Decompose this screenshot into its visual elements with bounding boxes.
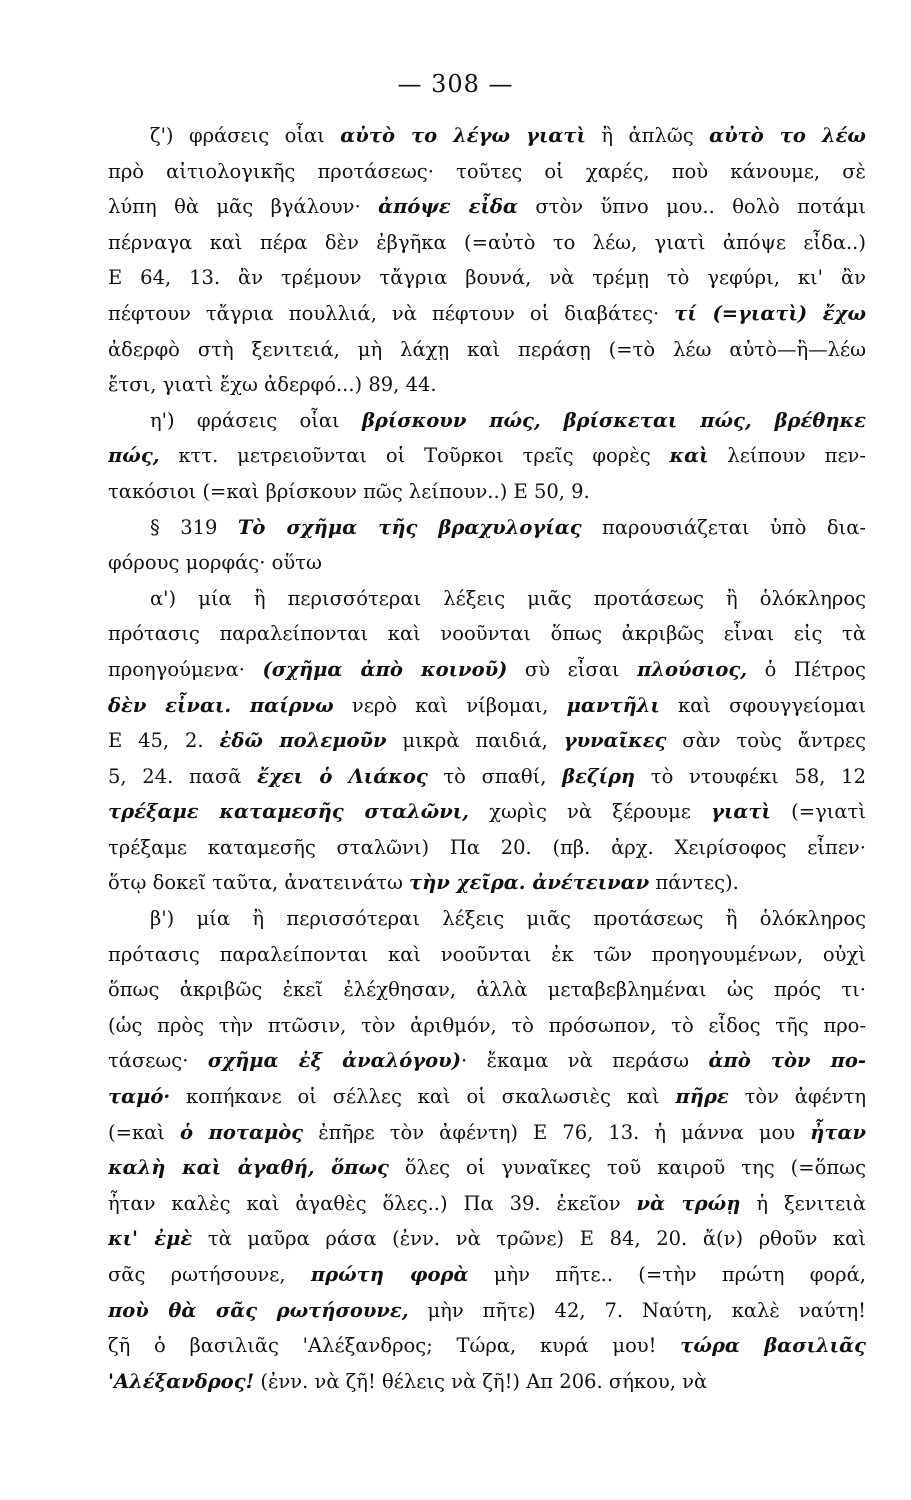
emphasis-text: πλούσιος, [637,657,748,681]
text-line [108,1008,866,1044]
text-run: πέρναγα καὶ πέρα δὲν ἐβγῆκα (=αὐτὸ το λέω, γιατὶ ἀπόψε εἶδα..) [108,230,866,254]
text-run: λύπη θὰ μᾶς βγάλουν· [108,195,379,219]
text-line [108,118,866,154]
text-run: τὸν ἀφέντη [728,1085,866,1109]
text-run: ὅτῳ δοκεῖ ταῦτα, ἀνατεινάτω [108,871,410,895]
text-line [108,901,866,937]
text-run: τὸ ντουφέκι 58, 12 [635,764,866,788]
text-run: Ε 64, 13. ἂν τρέμουν τἄγρια βουνά, νὰ τρέμῃ τὸ γεφύρι, κι' ἂν [108,266,866,290]
page-number: — 308 — [397,70,514,98]
text-run: ἦταν καλὲς καὶ ἀγαθὲς ὅλες..) Πα 39. ἐκεῖον [108,1191,637,1215]
emphasis-text: τρέξαμε καταμεσῆς σταλῶνι, [108,800,469,824]
emphasis-text: γιατὶ [711,800,771,824]
text-line [108,403,866,439]
text-line [108,1364,866,1400]
text-run: τρέξαμε καταμεσῆς σταλῶνι) Πα 20. (πβ. ἀρχ. Χειρίσοφος εἶπεν· [108,835,866,859]
text-line [108,189,866,225]
text-run: β') μία ἢ περισσότεραι λέξεις μιᾶς προτάσεως ἢ ὁλόκληρος [150,907,866,931]
text-run: α') μία ἢ περισσότεραι λέξεις μιᾶς προτάσεως ἢ ὁλόκληρος [150,586,866,610]
emphasis-text: τί (=γιατὶ) ἔχω [674,301,866,325]
text-line [108,1257,866,1293]
emphasis-text: πρώτη φορὰ [310,1263,469,1286]
text-run: παρουσιάζεται ὑπὸ δια- [581,515,866,539]
emphasis-text: βρίσκουν πώς, βρίσκεται πώς, βρέθηκε [361,408,866,432]
text-run: ὁ Πέτρος [747,657,866,681]
text-run: ὅλες οἱ γυναῖκες τοῦ καιροῦ της (=ὅπως [388,1156,866,1180]
emphasis-text: ταμό· [108,1085,171,1109]
text-run: μὴν πῆτε) 42, 7. Ναύτη, καλὲ ναύτη! [408,1298,866,1322]
text-line [108,794,866,830]
text-run: πρὸ αἰτιολογικῆς προτάσεως· τοῦτες οἱ χαρές, ποὺ κάνουμε, σὲ [108,159,866,183]
text-line [108,972,866,1008]
emphasis-text: ὁ ποταμὸς [179,1120,304,1144]
emphasis-text: μαντῆλι [566,693,660,717]
text-line [108,1221,866,1257]
emphasis-text: ἀπόψε εἶδα [378,195,518,219]
text-run: νερὸ καὶ νίβομαι, [333,693,567,717]
text-run: κοπήκανε οἱ σέλλες καὶ οἱ σκαλωσιὲς καὶ [170,1085,676,1109]
text-run: πρότασις παραλείπονται καὶ νοοῦνται ὅπως ἀκριβῶς εἶναι εἰς τὰ [108,622,866,646]
text-run: ἀδερφὸ στὴ ξενιτειά, μὴ λάχῃ καὶ περάσῃ (=τὸ λέω αὐτὸ—ἢ—λέω [108,337,866,361]
text-run: · ἔκαμα νὰ περάσω [460,1049,709,1073]
text-line [108,1150,866,1186]
text-run: λείπουν πεν- [708,444,866,468]
text-line [108,1328,866,1364]
emphasis-text: κι' ἐμὲ [108,1227,193,1251]
text-run: μὴν πῆτε.. (=τὴν πρώτη φορά, [468,1263,866,1286]
text-run: 5, 24. πασᾶ [108,764,258,788]
text-run: χωρὶς νὰ ξέρουμε [468,800,712,824]
text-run: § 319 [150,515,238,539]
emphasis-text: ἔχει ὁ Λιάκος [257,764,428,788]
text-run: (ὡς πρὸς τὴν πτῶσιν, τὸν ἀριθμόν, τὸ πρόσωπον, τὸ εἶδος τῆς προ- [108,1013,866,1037]
emphasis-text: αὐτὸ το λέγω γιατὶ [340,124,586,147]
emphasis-text: αὐτὸ το λέω [709,124,866,147]
text-line [108,260,866,296]
text-run: τακόσιοι (=καὶ βρίσκουν πῶς λείπουν..) Ε 50, 9. [108,479,590,503]
text-run: πρότασις παραλείπονται καὶ νοοῦνται ἐκ τῶν προηγουμένων, οὐχὶ [108,942,866,966]
emphasis-text: ποὺ θὰ σᾶς ρωτήσουνε, [108,1298,409,1322]
text-line [108,581,866,617]
text-run: ἔτσι, γιατὶ ἔχω ἀδερφό...) 89, 44. [108,373,437,397]
text-run: προηγούμενα· [108,657,263,681]
text-line [108,296,866,332]
text-line [108,1043,866,1079]
text-run: σὺ εἶσαι [507,657,638,681]
emphasis-text: καλὴ καὶ ἀγαθή, ὅπως [108,1156,389,1180]
text-run: Ε 45, 2. [108,729,220,753]
emphasis-text: βεζίρη [562,764,636,788]
text-run: (=γιατὶ [770,800,866,824]
text-line [108,652,866,688]
text-run: (ἐνν. νὰ ζῆ! θέλεις νὰ ζῆ!) Απ 206. σήκου, νὰ [254,1369,708,1393]
emphasis-text: δὲν εἶναι. παίρνω [108,693,334,717]
emphasis-text: τὴν χεῖρα. ἀνέτειναν [409,871,650,895]
text-line [108,1293,866,1329]
text-line [108,830,866,866]
text-line [108,865,866,901]
text-line [108,332,866,368]
text-line [108,1186,866,1222]
text-line [108,688,866,724]
text-run: τὰ μαῦρα ράσα (ἐνν. νὰ τρῶνε) Ε 84, 20. ἄ(ν) ρθοῦν καὶ [192,1227,866,1251]
text-line [108,1079,866,1115]
text-line [108,723,866,759]
text-line [108,154,866,190]
text-run: καὶ σφουγγείομαι [659,693,866,717]
emphasis-text: νὰ τρώῃ [636,1191,741,1215]
emphasis-text: σχῆμα ἐξ ἀναλόγου) [207,1049,461,1073]
text-line [108,1115,866,1151]
text-run: στὸν ὕπνο μου.. θολὸ ποτάμι [517,195,866,219]
text-line [108,616,866,652]
emphasis-text: Τὸ σχῆμα τῆς βραχυλογίας [237,515,582,539]
emphasis-text: 'Αλέξανδρος! [108,1369,255,1393]
emphasis-text: ἀπὸ τὸν πο- [708,1049,866,1073]
text-run: σᾶς ρωτήσουνε, [108,1263,311,1286]
text-run: φόρους μορφάς· οὕτω [108,551,322,575]
emphasis-text: ἐδῶ πολεμοῦν [219,729,387,753]
text-run: σὰν τοὺς ἄντρες [666,729,866,753]
text-line [108,937,866,973]
text-line [108,367,866,403]
text-run: ἢ ἁπλῶς [585,124,710,147]
emphasis-text: καὶ [669,444,709,468]
emphasis-text: (σχῆμα ἀπὸ κοινοῦ) [262,657,508,681]
text-line [108,225,866,261]
emphasis-text: τώρα βασιλιᾶς [680,1334,866,1358]
text-run: πάντες). [649,871,739,895]
main-text [108,118,866,1399]
text-run: πέφτουν τἄγρια πουλλιά, νὰ πέφτουν οἱ διαβάτες· [108,301,675,325]
text-line [108,759,866,795]
emphasis-text: γυναῖκες [563,729,667,753]
text-run: ζῆ ὁ βασιλιᾶς 'Αλέξανδρος; Τώρα, κυρά μου! [108,1334,681,1358]
text-line [108,438,866,474]
emphasis-text: πῆρε [675,1085,729,1109]
text-line [108,545,866,581]
text-run: ἡ ξενιτειὰ [740,1191,866,1215]
text-run: ὅπως ἀκριβῶς ἐκεῖ ἐλέχθησαν, ἀλλὰ μεταβεβλημέναι ὡς πρός τι· [108,978,866,1002]
text-run: ἐπῆρε τὸν ἀφέντη) Ε 76, 13. ἡ μάννα μου [303,1120,811,1144]
text-run: μικρὰ παιδιά, [386,729,564,753]
emphasis-text: πώς, [108,444,160,468]
text-run: (=καὶ [108,1120,180,1144]
text-run: τὸ σπαθί, [427,764,563,788]
emphasis-text: ἦταν [810,1120,866,1144]
text-run: η') φράσεις οἷαι [150,408,362,432]
text-run: ζ') φράσεις οἷαι [150,124,341,147]
text-line [108,474,866,510]
text-line [108,510,866,546]
text-run: κττ. μετρειοῦνται οἱ Τοῦρκοι τρεῖς φορὲς [159,444,670,468]
text-run: τάσεως· [108,1049,208,1073]
